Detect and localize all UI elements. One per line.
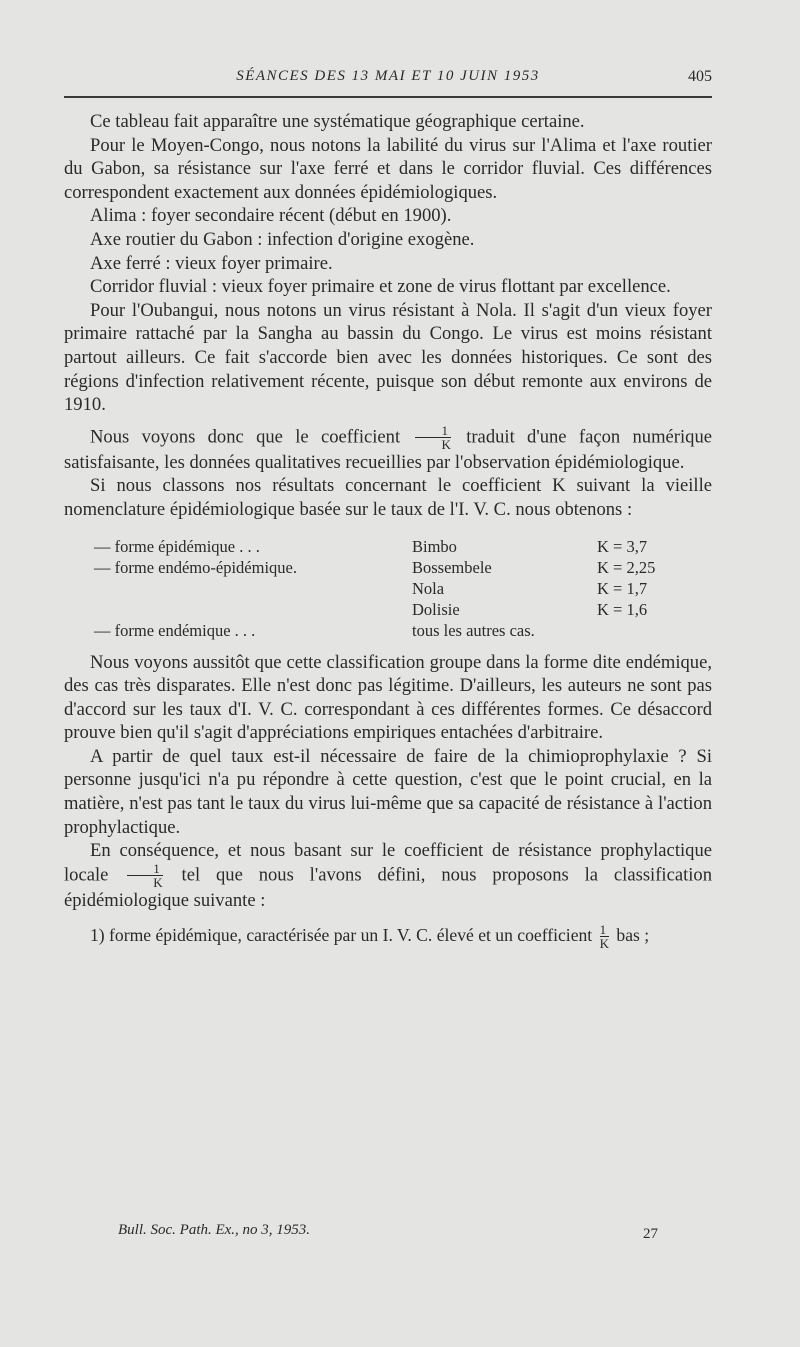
list-item-text-before: 1) forme épidémique, caractérisée par un I. V. C. élevé et un coefficient	[90, 925, 593, 946]
consequence-text-before: En conséquence, et nous basant sur le coefficient de résistance prophylactique locale	[64, 840, 712, 886]
consequence-paragraph	[64, 839, 712, 912]
table-row	[94, 620, 712, 641]
fraction-one-over-k	[127, 860, 163, 890]
table-place: Bossembele	[412, 557, 492, 577]
table-value: K = 3,7	[597, 536, 648, 556]
list-item-text-after: bas ;	[616, 925, 650, 946]
table-place: Nola	[412, 578, 445, 598]
table-value: K = 2,25	[597, 557, 656, 577]
consequence-text-after: tel que nous l'avons défini, nous proposons la classification épidémiologique suivante :	[64, 864, 713, 911]
classification-list	[64, 924, 712, 950]
classement-paragraph: Si nous classons nos résultats concernant le coefficient K suivant la vieille nomenclature épidémiologique basée sur le taux de l'I. V. C. nous obtenons :	[64, 475, 712, 520]
table-row	[94, 578, 712, 599]
fraction-numerator: 1	[599, 922, 607, 938]
coefficient-text-before: Nous voyons donc que le coefficient	[90, 425, 401, 447]
body-text	[64, 110, 712, 950]
table-row	[94, 557, 712, 578]
paragraph: Nous voyons aussitôt que cette classification groupe dans la forme dite endémique, des cas très disparates. Elle n'est donc pas légitime. D'ailleurs, les auteurs ne sont pas d'accord sur les taux d'I. V. C. correspondant à ces différentes formes. Ce désaccord prouve bien qu'il s'agit d'appréciations empiriques entachées d'arbitraire.	[64, 651, 712, 744]
list-item	[90, 924, 712, 950]
fraction-denominator: K	[415, 437, 450, 451]
table-value: K = 1,6	[597, 599, 648, 619]
paragraph: Pour le Moyen-Congo, nous notons la labilité du virus sur l'Alima et l'axe routier du Gabon, sa résistance sur l'axe ferré et dans le corridor fluvial. Ces différences correspondent exactement aux données épidémiologiques.	[64, 134, 712, 203]
paragraph: Ce tableau fait apparaître une systématique géographique certaine.	[90, 111, 585, 132]
paragraph: A partir de quel taux est-il nécessaire de faire de la chimioprophylaxie ? Si personne jusqu'ici n'a pu répondre à cette question, c'est que le point crucial, en la matière, n'est pas tant le taux du virus lui-même que sa capacité de résistance à l'action prophylactique.	[64, 745, 712, 838]
coefficient-text-after: traduit d'une façon numérique satisfaisante, les données qualitatives recueillies par l'observation épidémiologique.	[64, 425, 713, 473]
table-place: Dolisie	[412, 599, 460, 619]
page-footer	[118, 1222, 658, 1242]
page-header	[64, 68, 712, 98]
page-number: 405	[688, 68, 712, 85]
coefficient-paragraph	[64, 422, 713, 475]
table-row	[94, 536, 712, 557]
footer-citation: Bull. Soc. Path. Ex., no 3, 1953.	[118, 1222, 311, 1238]
running-head: SÉANCES DES 13 MAI ET 10 JUIN 1953	[236, 68, 540, 84]
fraction-denominator: K	[599, 936, 609, 952]
table-place: tous les autres cas.	[412, 620, 535, 640]
paragraph: Pour l'Oubangui, nous notons un virus résistant à Nola. Il s'agit d'un vieux foyer primaire rattaché par la Sangha au bassin du Congo. Le virus est moins résistant partout ailleurs. Ce fait s'accorde bien avec les données historiques. Ce sont des régions d'infection relativement récente, puisque son début remonte aux environs de 1910.	[64, 299, 712, 416]
table-value	[597, 620, 687, 641]
classification-table	[94, 536, 712, 641]
paragraph: Axe ferré : vieux foyer primaire.	[90, 252, 333, 274]
table-row	[94, 599, 712, 620]
paragraph: Axe routier du Gabon : infection d'origine exogène.	[90, 228, 475, 250]
fraction-numerator: 1	[153, 860, 160, 876]
footer-signature: 27	[643, 1226, 658, 1242]
table-form	[94, 599, 412, 620]
fraction-denominator: K	[127, 875, 162, 889]
table-form: — forme endémo-épidémique.	[94, 557, 297, 577]
fraction-one-over-k	[600, 924, 609, 950]
fraction-one-over-k	[415, 422, 451, 452]
paragraph: Alima : foyer secondaire récent (début en 1900).	[90, 205, 452, 227]
table-place: Bimbo	[412, 536, 457, 556]
table-value: K = 1,7	[597, 578, 648, 598]
table-form: — forme épidémique . . .	[94, 536, 260, 556]
table-form: — forme endémique . . .	[94, 620, 256, 640]
fraction-numerator: 1	[441, 422, 448, 438]
table-form	[94, 578, 412, 599]
paragraph: Corridor fluvial : vieux foyer primaire et zone de virus flottant par excellence.	[90, 276, 671, 298]
